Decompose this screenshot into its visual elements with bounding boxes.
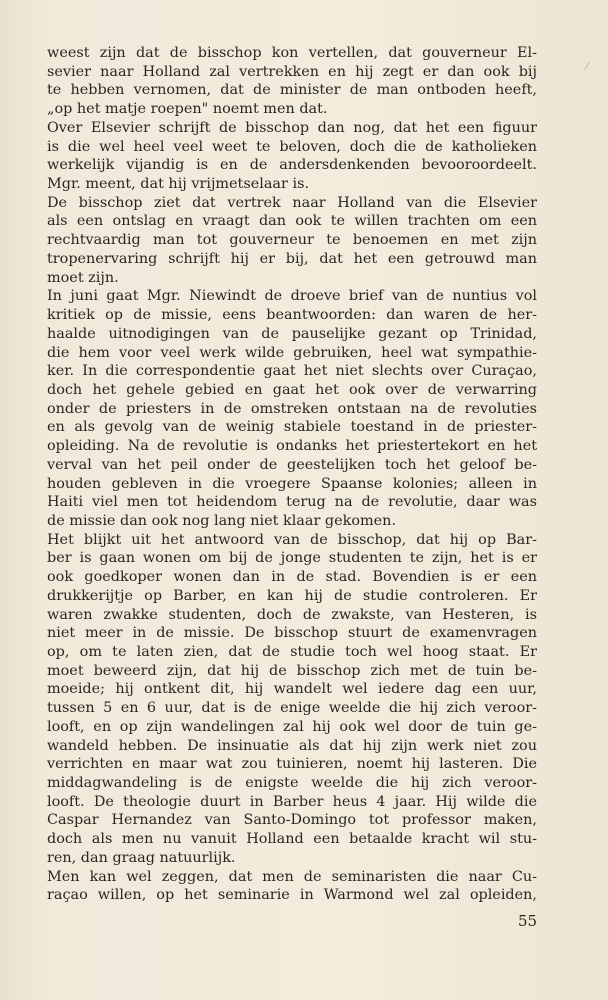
text-line: sevier naar Holland zal vertrekken en hij zegt er dan ook bij [47,63,537,80]
text-line: die hem voor veel werk wilde gebruiken, heel wat sympathie- [47,344,537,361]
text-line: verrichten en maar wat zou tuinieren, noemt hij lasteren. Die [47,756,537,773]
text-line: moet beweerd zijn, dat hij de bisschop zich met de tuin be- [47,662,537,679]
text-line: Mgr. meent, dat hij vrijmetselaar is. [47,176,310,193]
text-line: onder de priesters in de omstreken ontstaan na de revoluties [47,400,537,417]
text-line: Men kan wel zeggen, dat men de seminaristen die naar Cu- [47,868,537,885]
text-line: ook goedkoper wonen dan in de stad. Bovendien is er een [47,569,537,586]
text-line: Haiti viel men tot heidendom terug na de revolutie, daar was [47,494,537,511]
text-line: de missie dan ook nog lang niet klaar gekomen. [47,512,397,529]
page-number: 55 [518,912,538,930]
text-line: opleiding. Na de revolutie is ondanks het priestertekort en het [47,438,537,455]
text-line: Het blijkt uit het antwoord van de bisschop, dat hij op Bar- [47,531,537,548]
text-line: „op het matje roepen" noemt men dat. [47,101,328,118]
text-line: raçao willen, op het seminarie in Warmond wel zal opleiden, [47,887,537,904]
text-line: weest zijn dat de bisschop kon vertellen, dat gouverneur El- [47,45,537,61]
text-line: drukkerijtje op Barber, en kan hij de studie controleren. Er [47,587,537,604]
text-line: wandeld hebben. De insinuatie als dat hij zijn werk niet zou [47,737,537,754]
text-line: verval van het peil onder de geestelijken toch het geloof be- [47,456,537,473]
text-line: haalde uitnodigingen van de pauselijke gezant op Trinidad, [47,325,537,342]
text-line: ker. In die correspondentie gaat het niet slechts over Curaçao, [47,363,537,380]
body-text [47,44,537,905]
text-line: moeide; hij ontkent dit, hij wandelt wel iedere dag een uur, [47,681,537,698]
edge-mark-icon: ⁄ [586,60,588,73]
text-line: rechtvaardig man tot gouverneur te benoemen en met zijn [47,232,537,249]
text-line: te hebben vernomen, dat de minister de man ontboden heeft, [47,82,537,99]
text-line: als een ontslag en vraagt dan ook te willen trachten om een [47,213,537,230]
text-line: niet meer in de missie. De bisschop stuurt de examenvragen [47,625,537,642]
text-line: waren zwakke studenten, doch de zwakste, van Hesteren, is [47,606,537,623]
text-line: en als gevolg van de weinig stabiele toestand in de priester- [47,419,537,436]
text-line: looft. De theologie duurt in Barber heus 4 jaar. Hij wilde die [47,793,537,810]
text-line: is die wel heel veel weet te beloven, doch die de katholieken [47,138,537,155]
text-line: werkelijk vijandig is en de andersdenkenden bevooroordeelt. [47,157,537,174]
text-line: doch als men nu vanuit Holland een betaalde kracht wil stu- [47,831,537,848]
text-line: De bisschop ziet dat vertrek naar Holland van die Elsevier [47,194,537,211]
text-line: ren, dan graag natuurlijk. [47,849,236,866]
text-line: looft, en op zijn wandelingen zal hij ook wel door de tuin ge- [47,718,537,735]
text-line: tropenervaring schrijft hij er bij, dat het een getrouwd man [47,250,537,267]
text-line: ber is gaan wonen om bij de jonge studenten te zijn, het is er [47,550,537,567]
text-line: tussen 5 en 6 uur, dat is de enige weelde die hij zich veroor- [47,700,537,717]
text-line: Caspar Hernandez van Santo-Domingo tot professor maken, [47,812,537,829]
text-line: op, om te laten zien, dat de studie toch wel hoog staat. Er [47,644,537,660]
text-line: Over Elsevier schrijft de bisschop dan nog, dat het een figuur [47,119,537,136]
text-line: middagwandeling is de enigste weelde die hij zich veroor- [47,775,537,792]
text-line: In juni gaat Mgr. Niewindt de droeve brief van de nuntius vol [47,288,537,305]
text-line: doch het gehele gebied en gaat het ook over de verwarring [47,381,537,398]
text-line: moet zijn. [47,269,119,286]
text-line: kritiek op de missie, eens beantwoorden: dan waren de her- [47,307,537,324]
text-line: houden gebleven in die vroegere Spaanse kolonies; alleen in [47,475,537,492]
